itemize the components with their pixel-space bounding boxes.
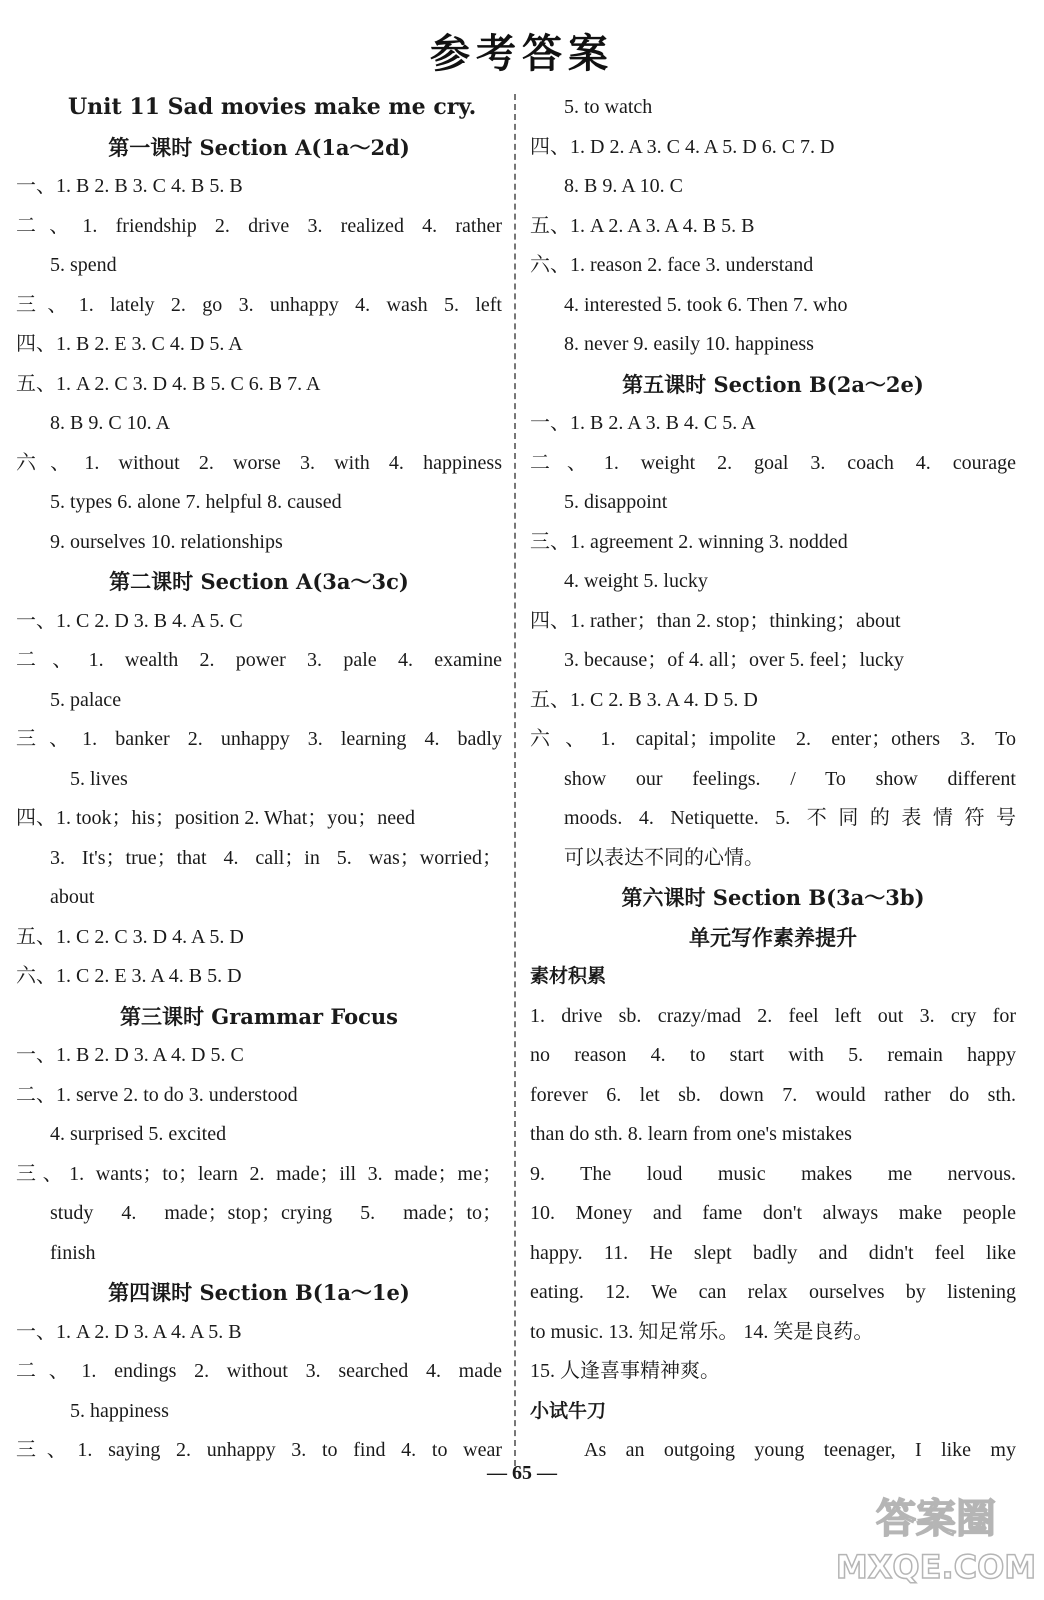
left-answer-line: finish: [50, 1241, 96, 1264]
watermark-line1: 答案圈: [876, 1496, 996, 1542]
right-answer-line: to music. 13. 知足常乐。 14. 笑是良药。: [530, 1320, 874, 1343]
right-answer-line: 可以表达不同的心情。: [564, 846, 764, 869]
right-answer-line: show our feelings. / To show different: [564, 767, 1016, 790]
left-answer-line: 二、1. wealth 2. power 3. pale 4. examine: [16, 649, 502, 671]
right-answer-line: 四、1. rather；than 2. stop；thinking；about: [530, 609, 901, 632]
left-answer-line: 三、1. wants；to；learn 2. made；ill 3. made；me；: [16, 1162, 502, 1185]
right-answer-line: moods. 4. Netiquette. 5. 不同的表情符号: [564, 807, 1016, 829]
left-answer-line: 5. palace: [50, 688, 122, 711]
right-answer-line: 第六课时 Section B(3a～3b): [621, 885, 925, 910]
left-answer-line: 二、1. friendship 2. drive 3. realized 4. rather: [16, 214, 502, 237]
page-number: — 65 —: [487, 1462, 557, 1484]
right-answer-line: 5. to watch: [564, 96, 653, 118]
right-answer-line: 四、1. D 2. A 3. C 4. A 5. D 6. C 7. D: [530, 135, 835, 158]
left-answer-line: 一、1. B 2. D 3. A 4. D 5. C: [16, 1044, 244, 1066]
left-answer-line: 第四课时 Section B(1a～1e): [108, 1280, 410, 1305]
left-answer-line: 4. surprised 5. excited: [50, 1123, 227, 1145]
left-answer-line: 第一课时 Section A(1a～2d): [108, 134, 410, 160]
left-answer-line: 一、1. B 2. B 3. C 4. B 5. B: [16, 175, 243, 197]
right-answer-line: 3. because；of 4. all；over 5. feel；lucky: [564, 649, 904, 671]
left-answer-line: 三、1. banker 2. unhappy 3. learning 4. badly: [16, 728, 502, 750]
left-answer-line: 四、1. B 2. E 3. C 4. D 5. A: [16, 333, 243, 355]
left-answer-column: [16, 88, 502, 1471]
right-answer-line: 10. Money and fame don't always make people: [530, 1202, 1016, 1224]
left-answer-line: 第三课时 Grammar Focus: [120, 1003, 398, 1029]
watermark-logo: [836, 1480, 1036, 1590]
left-answer-line: 第二课时 Section A(3a～3c): [109, 569, 409, 594]
column-divider: [514, 94, 516, 1466]
left-answer-line: 3. It's；true；that 4. call；in 5. was；worried；: [50, 846, 502, 869]
left-answer-line: 一、1. A 2. D 3. A 4. A 5. B: [16, 1320, 242, 1343]
left-answer-line: 四、1. took；his；position 2. What；you；need: [16, 807, 416, 829]
left-answer-line: 5. lives: [70, 767, 128, 790]
left-answer-line: 5. spend: [50, 254, 117, 276]
left-answer-line: 六、1. C 2. E 3. A 4. B 5. D: [16, 965, 242, 987]
left-answer-line: 8. B 9. C 10. A: [50, 412, 171, 434]
right-answer-line: 15. 人逢喜事精神爽。: [530, 1360, 720, 1382]
right-answer-line: 8. never 9. easily 10. happiness: [564, 333, 814, 355]
right-answer-line: 8. B 9. A 10. C: [564, 175, 683, 197]
right-answer-line: happy. 11. He slept badly and didn't feel like: [530, 1241, 1016, 1264]
right-answer-line: 五、1. A 2. A 3. A 4. B 5. B: [530, 214, 755, 237]
right-answer-line: eating. 12. We can relax ourselves by listening: [530, 1281, 1016, 1303]
right-answer-line: no reason 4. to start with 5. remain happy: [530, 1044, 1016, 1066]
left-answer-line: 二、1. serve 2. to do 3. understood: [16, 1083, 298, 1106]
left-answer-line: 五、1. C 2. C 3. D 4. A 5. D: [16, 925, 244, 948]
left-answer-line: 六、1. without 2. worse 3. with 4. happiness: [16, 451, 502, 474]
left-answer-line: study 4. made；stop；crying 5. made；to；: [50, 1202, 502, 1224]
left-answer-line: 五、1. A 2. C 3. D 4. B 5. C 6. B 7. A: [16, 372, 321, 395]
right-answer-line: 一、1. B 2. A 3. B 4. C 5. A: [530, 412, 756, 434]
right-answer-line: 9. The loud music makes me nervous.: [530, 1162, 1016, 1185]
right-answer-line: 第五课时 Section B(2a～2e): [622, 371, 924, 397]
left-answer-line: about: [50, 886, 95, 908]
right-answer-line: 五、1. C 2. B 3. A 4. D 5. D: [530, 688, 758, 711]
right-answer-line: As an outgoing young teenager, I like my: [584, 1439, 1016, 1461]
left-answer-line: 三、1. saying 2. unhappy 3. to find 4. to wear: [16, 1439, 502, 1461]
page-title: 参考答案: [430, 31, 614, 77]
right-answer-line: 4. weight 5. lucky: [564, 570, 708, 592]
left-answer-line: 一、1. C 2. D 3. B 4. A 5. C: [16, 609, 243, 632]
right-answer-line: 单元写作素养提升: [689, 924, 857, 950]
right-answer-line: 六、1. capital；impolite 2. enter；others 3. To: [530, 728, 1016, 750]
watermark-line2: MXQE.COM: [836, 1548, 1036, 1586]
right-answer-line: 素材积累: [530, 965, 607, 987]
right-answer-line: 小试牛刀: [530, 1399, 607, 1422]
left-answer-line: 9. ourselves 10. relationships: [50, 530, 283, 553]
right-answer-line: forever 6. let sb. down 7. would rather do sth.: [530, 1083, 1016, 1106]
right-answer-column: [530, 88, 1016, 1471]
left-answer-line: 三、1. lately 2. go 3. unhappy 4. wash 5. left: [16, 293, 502, 316]
right-answer-line: 4. interested 5. took 6. Then 7. who: [564, 293, 848, 316]
left-answer-line: 5. types 6. alone 7. helpful 8. caused: [50, 491, 342, 513]
right-answer-line: than do sth. 8. learn from one's mistakes: [530, 1123, 852, 1145]
left-answer-line: Unit 11 Sad movies make me cry.: [68, 94, 477, 120]
right-answer-line: 二、1. weight 2. goal 3. coach 4. courage: [530, 451, 1016, 474]
left-answer-line: 二、1. endings 2. without 3. searched 4. made: [16, 1360, 502, 1382]
right-answer-line: 六、1. reason 2. face 3. understand: [530, 254, 814, 276]
right-answer-line: 5. disappoint: [564, 491, 668, 513]
left-answer-line: 5. happiness: [70, 1399, 169, 1422]
right-answer-line: 三、1. agreement 2. winning 3. nodded: [530, 530, 848, 553]
right-answer-line: 1. drive sb. crazy/mad 2. feel left out 3. cry for: [530, 1004, 1016, 1027]
